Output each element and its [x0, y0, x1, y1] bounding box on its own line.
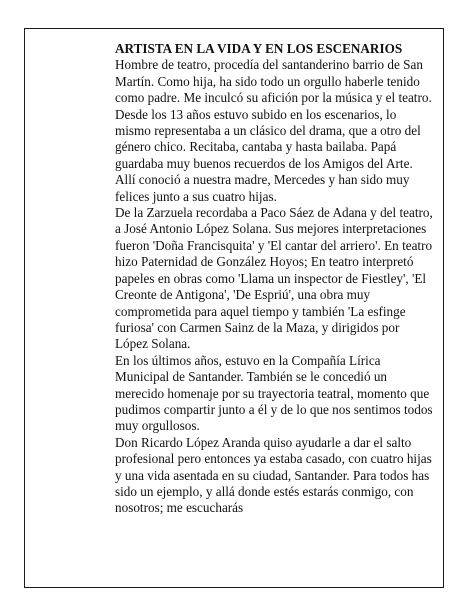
paragraph-2: De la Zarzuela recordaba a Paco Sáez de Adana y del teatro, a José Antonio López Solana. Sus mejores interpretaciones fueron 'Doña Francisquita' y 'El cantar del arriero'. En teatro hizo Paternidad de González Hoyos; En teatro interpretó papeles en obras como 'Llama un inspector de Fiestley', 'El Creonte de Antigona', 'De Espriú', una obra muy comprometida para aquel tiempo y también 'La esfinge furiosa' con Carmen Sainz de la Maza, y dirigidos por López Solana. [115, 205, 433, 352]
article-title: ARTISTA EN LA VIDA Y EN LOS ESCENARIOS [115, 41, 403, 56]
paragraph-3: En los últimos años, estuvo en la Compañía Lírica Municipal de Santander. También se le concedió un merecido homenaje por su trayectoria teatral, momento que pudimos compartir junto a él y de lo que nos sentimos todos muy orgullosos. [115, 352, 433, 434]
article [115, 41, 433, 517]
page-border [24, 28, 444, 588]
paragraph-4: Don Ricardo López Aranda quiso ayudarle a dar el salto profesional pero entonces ya estaba casado, con cuatro hijas y una vida asentada en su ciudad, Santander. Para todos has sido un ejemplo, y allá donde estés estarás conmigo, con nosotros; me escucharás [115, 434, 432, 516]
paragraph-1: Hombre de teatro, procedía del santanderino barrio de San Martín. Como hija, ha sido todo un orgullo haberle tenido como padre. Me inculcó su afición por la música y el teatro. Desde los 13 años estuvo subido en los escenarios, lo mismo representaba a un clásico del drama, que a otro del género chico. Recitaba, cantaba y hasta bailaba. Papá guardaba muy buenos recuerdos de los Amigos del Arte. Allí conoció a nuestra madre, Mercedes y han sido muy felices junto a sus cuatro hijas. [115, 57, 432, 204]
